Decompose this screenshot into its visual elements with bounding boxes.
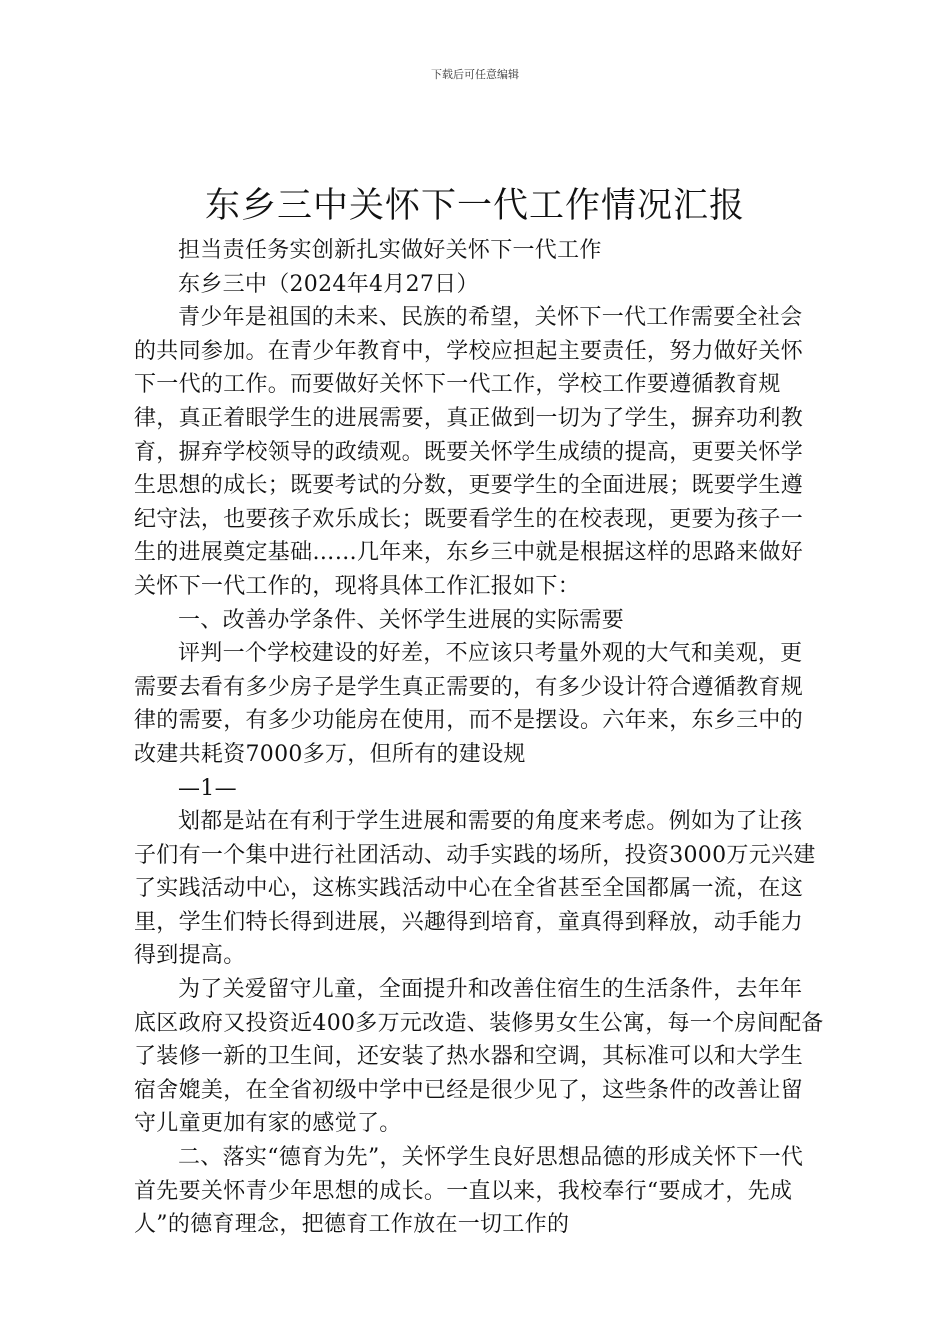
document-body: [134, 234, 824, 1242]
paragraph: 划都是站在有利于学生进展和需要的角度来考虑。例如为了让孩子们有一个集中进行社团活动、动手实践的场所，投资3000万元兴建了实践活动中心，这栋实践活动中心在全省甚至全国都属一流，在这里，学生们特长得到进展，兴趣得到培育，童真得到释放，动手能力得到提高。: [134, 809, 816, 969]
section-heading: 二、落实“德育为先”，关怀学生良好思想品德的形成关怀下一代首先要关怀青少年思想的成长。一直以来，我校奉行“要成才，先成人”的德育理念，把德育工作放在一切工作的: [134, 1145, 804, 1238]
paragraph: 评判一个学校建设的好差，不应该只考量外观的大气和美观，更需要去看有多少房子是学生真正需要的，有多少设计符合遵循教育规律的需要，有多少功能房在使用，而不是摆设。六年来，东乡三中的改建共耗资7000多万，但所有的建设规: [134, 641, 804, 767]
page-number: —1—: [178, 775, 237, 801]
paragraph: 为了关爱留守儿童，全面提升和改善住宿生的生活条件，去年年底区政府又投资近400多万元改造、装修男女生公寓，每一个房间配备了装修一新的卫生间，还安装了热水器和空调，其标准可以和大学生宿舍媲美，在全省初级中学中已经是很少见了，这些条件的改善让留守儿童更加有家的感觉了。: [134, 977, 824, 1137]
paragraph: 青少年是祖国的未来、民族的希望，关怀下一代工作需要全社会的共同参加。在青少年教育中，学校应担起主要责任，努力做好关怀下一代的工作。而要做好关怀下一代工作，学校工作要遵循教育规律，真正着眼学生的进展需要，真正做到一切为了学生，摒弃功利教育，摒弃学校领导的政绩观。既要关怀学生成绩的提高，更要关怀学生思想的成长；既要考试的分数，更要学生的全面进展；既要学生遵纪守法，也要孩子欢乐成长；既要看学生的在校表现，更要为孩子一生的进展奠定基础……几年来，东乡三中就是根据这样的思路来做好关怀下一代工作的，现将具体工作汇报如下：: [134, 305, 804, 599]
header-note: 下载后可任意编辑: [431, 68, 519, 81]
subtitle: 担当责任务实创新扎实做好关怀下一代工作: [178, 238, 602, 263]
document-title: 东乡三中关怀下一代工作情况汇报: [204, 186, 745, 226]
author-date: 东乡三中（2024年4月27日）: [178, 271, 479, 297]
section-heading: 一、改善办学条件、关怀学生进展的实际需要: [178, 607, 625, 633]
